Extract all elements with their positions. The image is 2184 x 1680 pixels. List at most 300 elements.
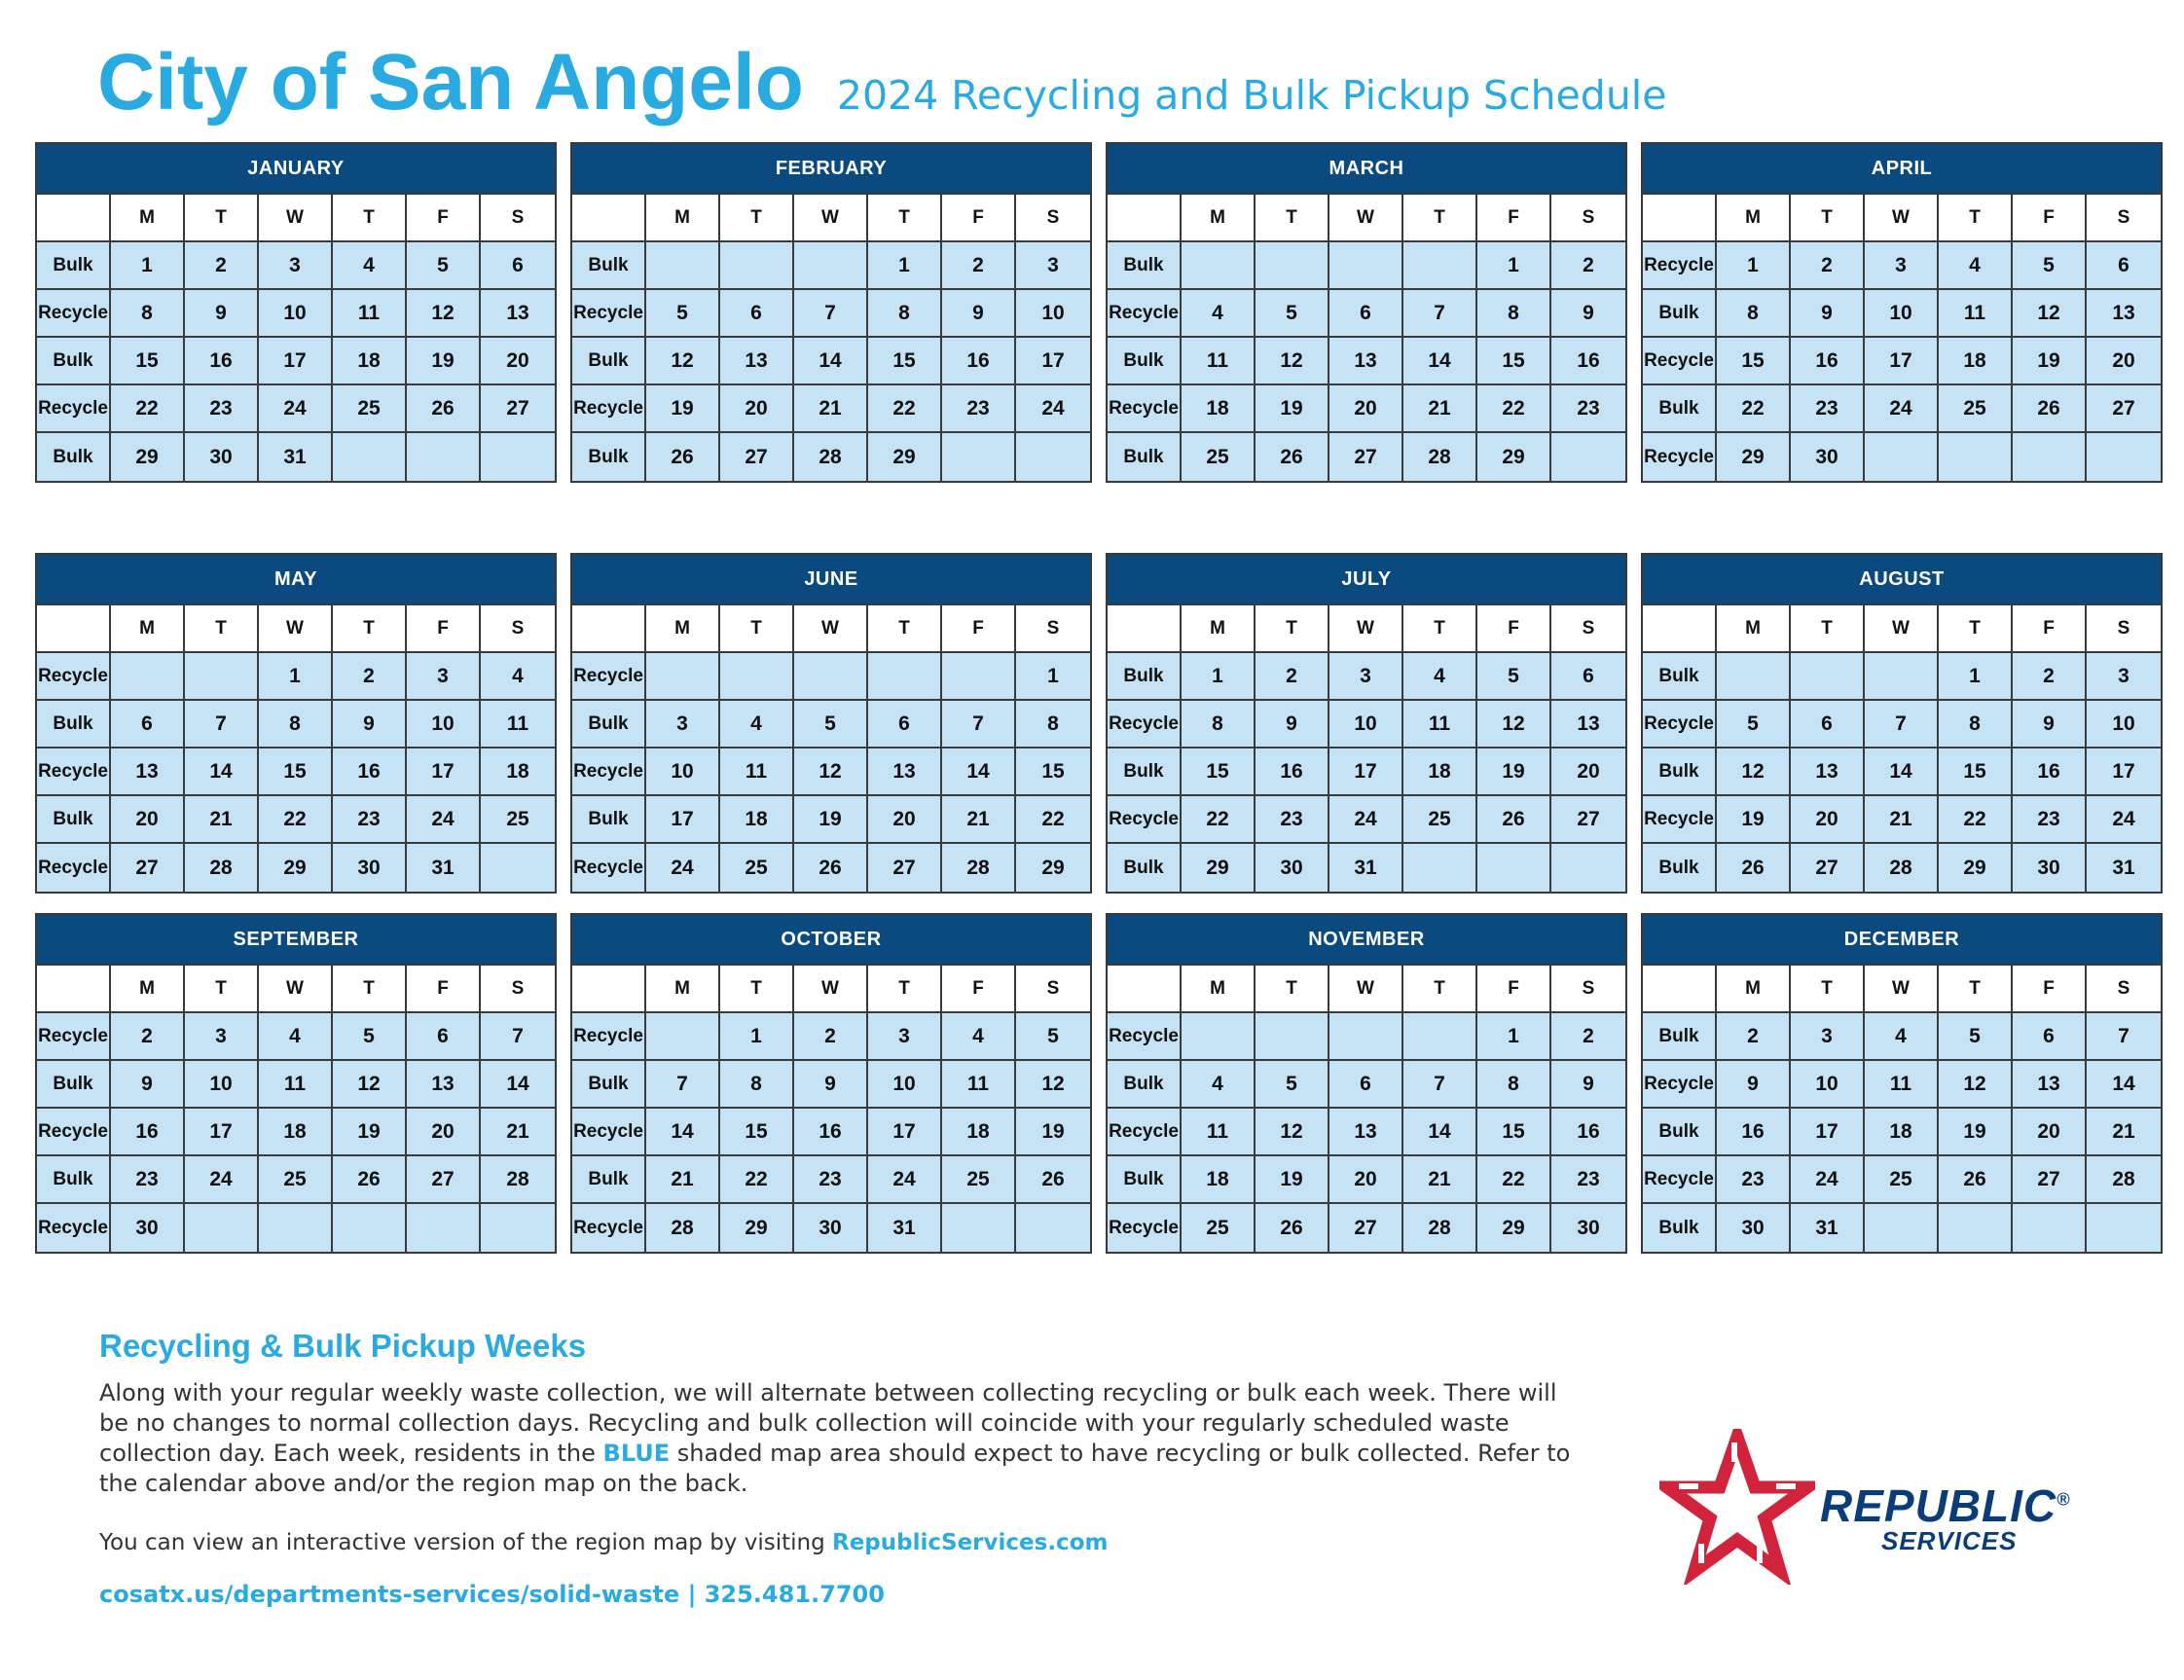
weekday-header: T [720, 195, 794, 242]
day-cell: 14 [1403, 338, 1477, 385]
grid-corner [37, 605, 111, 653]
weekday-header: W [794, 966, 868, 1013]
day-cell: 26 [646, 433, 720, 481]
day-cell: 3 [407, 653, 481, 701]
weekday-header: F [2013, 605, 2087, 653]
weekday-header: W [1329, 195, 1403, 242]
day-cell: 2 [1791, 242, 1865, 290]
weekday-header: M [646, 966, 720, 1013]
weekday-header: T [1791, 605, 1865, 653]
day-cell: 22 [1717, 385, 1791, 433]
weekday-header: T [868, 195, 942, 242]
visit-line [99, 1530, 1108, 1555]
day-cell: 31 [407, 844, 481, 892]
month-header: OCTOBER [572, 915, 1090, 966]
day-cell: 7 [1865, 701, 1939, 749]
pickup-type-label: Recycle [1643, 796, 1717, 844]
day-cell: 18 [1182, 1156, 1256, 1204]
day-cell: 25 [1182, 1204, 1256, 1252]
weekday-header: F [942, 605, 1016, 653]
month-header: NOVEMBER [1108, 915, 1625, 966]
day-cell: 15 [1477, 338, 1551, 385]
day-cell: 4 [1182, 1061, 1256, 1109]
pickup-type-label: Recycle [1108, 1013, 1182, 1061]
weekday-header: F [407, 195, 481, 242]
weekday-header: S [2087, 605, 2161, 653]
day-cell: 23 [1551, 385, 1625, 433]
day-cell: 13 [1329, 338, 1403, 385]
day-cell: 25 [259, 1156, 333, 1204]
day-cell: 27 [2013, 1156, 2087, 1204]
day-cell [1477, 844, 1551, 892]
star-logo-icon [1659, 1429, 1815, 1585]
day-cell: 30 [794, 1204, 868, 1252]
grid-corner [572, 195, 646, 242]
day-cell: 10 [259, 290, 333, 338]
day-cell: 25 [720, 844, 794, 892]
day-cell: 11 [333, 290, 407, 338]
day-cell: 17 [259, 338, 333, 385]
pickup-type-label: Bulk [1108, 1156, 1182, 1204]
day-cell: 27 [407, 1156, 481, 1204]
pickup-type-label: Recycle [1643, 701, 1717, 749]
month-september [35, 913, 557, 1254]
weekday-header: F [1477, 966, 1551, 1013]
weekday-header: W [1865, 195, 1939, 242]
weekday-header: T [1939, 605, 2013, 653]
day-cell: 1 [111, 242, 185, 290]
pickup-type-label: Recycle [1108, 385, 1182, 433]
day-cell: 22 [111, 385, 185, 433]
day-cell: 29 [1016, 844, 1090, 892]
page-header [97, 37, 1666, 128]
day-cell: 4 [1403, 653, 1477, 701]
day-cell: 10 [1329, 701, 1403, 749]
day-cell: 8 [259, 701, 333, 749]
day-cell: 2 [1256, 653, 1329, 701]
day-cell: 20 [407, 1109, 481, 1156]
day-cell: 19 [2013, 338, 2087, 385]
info-text-highlight: BLUE [602, 1440, 671, 1467]
day-cell: 24 [646, 844, 720, 892]
day-cell: 14 [646, 1109, 720, 1156]
day-cell: 7 [1403, 1061, 1477, 1109]
day-cell: 20 [481, 338, 555, 385]
day-cell: 12 [1016, 1061, 1090, 1109]
day-cell: 1 [720, 1013, 794, 1061]
day-cell: 3 [185, 1013, 259, 1061]
day-cell [2087, 433, 2161, 481]
day-cell: 18 [259, 1109, 333, 1156]
day-cell: 10 [185, 1061, 259, 1109]
day-cell [1182, 1013, 1256, 1061]
day-cell: 12 [407, 290, 481, 338]
weekday-header: W [259, 195, 333, 242]
weekday-header: T [720, 605, 794, 653]
day-cell: 12 [333, 1061, 407, 1109]
pickup-type-label: Bulk [37, 796, 111, 844]
day-cell: 17 [1329, 749, 1403, 796]
day-cell: 22 [259, 796, 333, 844]
day-cell: 13 [2013, 1061, 2087, 1109]
day-cell: 13 [407, 1061, 481, 1109]
day-cell: 17 [407, 749, 481, 796]
day-cell: 30 [1791, 433, 1865, 481]
day-cell: 7 [1403, 290, 1477, 338]
day-cell: 10 [407, 701, 481, 749]
day-cell: 11 [1403, 701, 1477, 749]
pickup-type-label: Bulk [572, 701, 646, 749]
day-cell: 4 [1182, 290, 1256, 338]
weekday-header: S [1551, 605, 1625, 653]
pickup-type-label: Bulk [1108, 653, 1182, 701]
day-cell [1256, 1013, 1329, 1061]
pickup-type-label: Bulk [572, 433, 646, 481]
day-cell: 26 [407, 385, 481, 433]
pickup-type-label: Bulk [37, 433, 111, 481]
grid-corner [572, 605, 646, 653]
day-cell: 19 [794, 796, 868, 844]
day-cell [1551, 844, 1625, 892]
month-october [570, 913, 1092, 1254]
day-cell: 15 [868, 338, 942, 385]
weekday-header: M [111, 605, 185, 653]
day-cell: 30 [185, 433, 259, 481]
weekday-header: T [1403, 966, 1477, 1013]
day-cell: 6 [868, 701, 942, 749]
page-title: City of San Angelo [97, 38, 804, 127]
weekday-header: T [333, 966, 407, 1013]
day-cell: 17 [1016, 338, 1090, 385]
weekday-header: S [481, 966, 555, 1013]
pickup-type-label: Recycle [37, 1013, 111, 1061]
pickup-type-label: Recycle [572, 1109, 646, 1156]
day-cell: 3 [1016, 242, 1090, 290]
weekday-header: W [1865, 966, 1939, 1013]
day-cell: 7 [2087, 1013, 2161, 1061]
weekday-header: M [1182, 195, 1256, 242]
day-cell: 8 [1477, 290, 1551, 338]
day-cell: 12 [1939, 1061, 2013, 1109]
day-cell: 25 [1403, 796, 1477, 844]
pickup-type-label: Bulk [1643, 290, 1717, 338]
day-cell: 19 [1256, 385, 1329, 433]
day-cell: 5 [333, 1013, 407, 1061]
day-cell: 24 [1329, 796, 1403, 844]
grid-corner [1108, 605, 1182, 653]
day-cell: 13 [111, 749, 185, 796]
day-cell: 11 [1182, 1109, 1256, 1156]
pickup-type-label: Bulk [37, 242, 111, 290]
weekday-header: T [1403, 605, 1477, 653]
day-cell: 18 [720, 796, 794, 844]
day-cell: 9 [333, 701, 407, 749]
day-cell: 24 [185, 1156, 259, 1204]
day-cell: 20 [1329, 1156, 1403, 1204]
day-cell: 19 [333, 1109, 407, 1156]
pickup-type-label: Bulk [1643, 385, 1717, 433]
day-cell [333, 433, 407, 481]
weekday-header: S [1551, 195, 1625, 242]
day-cell: 4 [259, 1013, 333, 1061]
day-cell [1717, 653, 1791, 701]
day-cell: 12 [646, 338, 720, 385]
weekday-header: T [185, 195, 259, 242]
pickup-type-label: Recycle [572, 1204, 646, 1252]
day-cell: 15 [1477, 1109, 1551, 1156]
month-june [570, 553, 1092, 894]
day-cell: 27 [481, 385, 555, 433]
day-cell: 22 [720, 1156, 794, 1204]
day-cell: 3 [2087, 653, 2161, 701]
contact-line[interactable]: cosatx.us/departments-services/solid-waste | 325.481.7700 [99, 1581, 885, 1608]
day-cell [481, 1204, 555, 1252]
day-cell: 25 [333, 385, 407, 433]
pickup-type-label: Bulk [1643, 1204, 1717, 1252]
pickup-type-label: Bulk [1643, 653, 1717, 701]
month-day-grid [1108, 195, 1625, 481]
day-cell: 14 [794, 338, 868, 385]
month-header: AUGUST [1643, 555, 2161, 605]
day-cell: 18 [1865, 1109, 1939, 1156]
day-cell: 21 [185, 796, 259, 844]
day-cell: 23 [333, 796, 407, 844]
month-header: MAY [37, 555, 555, 605]
day-cell: 8 [1717, 290, 1791, 338]
day-cell: 10 [2087, 701, 2161, 749]
day-cell: 16 [111, 1109, 185, 1156]
month-day-grid [1643, 605, 2161, 892]
weekday-header: W [1329, 966, 1403, 1013]
pickup-type-label: Recycle [572, 844, 646, 892]
day-cell: 5 [1477, 653, 1551, 701]
day-cell: 4 [481, 653, 555, 701]
day-cell: 10 [868, 1061, 942, 1109]
day-cell: 27 [2087, 385, 2161, 433]
day-cell: 13 [481, 290, 555, 338]
day-cell [1016, 1204, 1090, 1252]
pickup-type-label: Recycle [37, 844, 111, 892]
day-cell: 2 [185, 242, 259, 290]
month-header: JANUARY [37, 144, 555, 195]
day-cell: 28 [1865, 844, 1939, 892]
day-cell: 4 [1939, 242, 2013, 290]
day-cell: 16 [1791, 338, 1865, 385]
day-cell: 25 [1182, 433, 1256, 481]
day-cell [2013, 433, 2087, 481]
month-march [1106, 142, 1627, 483]
day-cell: 9 [1551, 1061, 1625, 1109]
day-cell [1865, 433, 1939, 481]
day-cell: 27 [720, 433, 794, 481]
day-cell [185, 653, 259, 701]
pickup-type-label: Bulk [1108, 749, 1182, 796]
month-december [1641, 913, 2163, 1254]
day-cell: 1 [868, 242, 942, 290]
day-cell: 7 [794, 290, 868, 338]
day-cell [1939, 1204, 2013, 1252]
day-cell: 17 [868, 1109, 942, 1156]
day-cell: 16 [333, 749, 407, 796]
day-cell: 30 [2013, 844, 2087, 892]
day-cell: 24 [407, 796, 481, 844]
day-cell: 8 [111, 290, 185, 338]
day-cell: 14 [185, 749, 259, 796]
pickup-type-label: Bulk [1108, 433, 1182, 481]
day-cell: 18 [333, 338, 407, 385]
day-cell: 18 [1939, 338, 2013, 385]
weekday-header: T [1256, 605, 1329, 653]
day-cell: 20 [1551, 749, 1625, 796]
day-cell: 15 [1182, 749, 1256, 796]
weekday-header: M [646, 605, 720, 653]
day-cell: 27 [868, 844, 942, 892]
month-header: MARCH [1108, 144, 1625, 195]
day-cell: 20 [111, 796, 185, 844]
day-cell: 29 [868, 433, 942, 481]
day-cell: 25 [942, 1156, 1016, 1204]
day-cell: 18 [1182, 385, 1256, 433]
pickup-type-label: Recycle [37, 1109, 111, 1156]
day-cell: 7 [481, 1013, 555, 1061]
day-cell: 5 [1717, 701, 1791, 749]
pickup-type-label: Bulk [1643, 1013, 1717, 1061]
day-cell: 27 [1791, 844, 1865, 892]
pickup-type-label: Recycle [1643, 242, 1717, 290]
day-cell: 16 [794, 1109, 868, 1156]
visit-text: You can view an interactive version of the region map by visiting [99, 1530, 832, 1555]
day-cell: 19 [1256, 1156, 1329, 1204]
day-cell: 6 [1329, 290, 1403, 338]
day-cell: 26 [1256, 1204, 1329, 1252]
month-day-grid [1643, 195, 2161, 481]
grid-corner [37, 195, 111, 242]
day-cell: 18 [481, 749, 555, 796]
day-cell: 31 [1791, 1204, 1865, 1252]
pickup-type-label: Recycle [572, 385, 646, 433]
day-cell: 11 [1939, 290, 2013, 338]
day-cell: 28 [646, 1204, 720, 1252]
day-cell: 21 [1403, 1156, 1477, 1204]
day-cell: 6 [111, 701, 185, 749]
weekday-header: F [2013, 195, 2087, 242]
day-cell: 30 [111, 1204, 185, 1252]
day-cell: 15 [1939, 749, 2013, 796]
day-cell [407, 1204, 481, 1252]
pickup-type-label: Bulk [572, 796, 646, 844]
day-cell: 21 [794, 385, 868, 433]
day-cell: 5 [1939, 1013, 2013, 1061]
pickup-type-label: Recycle [572, 1013, 646, 1061]
day-cell: 8 [1477, 1061, 1551, 1109]
pickup-type-label: Recycle [1108, 701, 1182, 749]
month-day-grid [1643, 966, 2161, 1252]
day-cell: 27 [111, 844, 185, 892]
day-cell [942, 433, 1016, 481]
month-july [1106, 553, 1627, 894]
month-may [35, 553, 557, 894]
weekday-header: T [1256, 966, 1329, 1013]
day-cell: 6 [407, 1013, 481, 1061]
day-cell: 13 [1551, 701, 1625, 749]
day-cell: 22 [1939, 796, 2013, 844]
day-cell: 10 [1791, 1061, 1865, 1109]
day-cell: 24 [1016, 385, 1090, 433]
pickup-type-label: Bulk [1643, 1109, 1717, 1156]
day-cell: 23 [942, 385, 1016, 433]
day-cell: 26 [794, 844, 868, 892]
info-paragraph [99, 1378, 1579, 1499]
pickup-type-label: Recycle [1643, 433, 1717, 481]
weekday-header: S [1016, 195, 1090, 242]
weekday-header: T [720, 966, 794, 1013]
day-cell: 17 [2087, 749, 2161, 796]
weekday-header: M [1717, 195, 1791, 242]
day-cell: 2 [1717, 1013, 1791, 1061]
pickup-type-label: Recycle [1643, 1061, 1717, 1109]
day-cell [2087, 1204, 2161, 1252]
day-cell: 8 [868, 290, 942, 338]
day-cell: 16 [1256, 749, 1329, 796]
day-cell: 23 [1791, 385, 1865, 433]
day-cell: 31 [868, 1204, 942, 1252]
day-cell: 24 [868, 1156, 942, 1204]
day-cell: 14 [942, 749, 1016, 796]
grid-corner [1643, 966, 1717, 1013]
day-cell: 26 [1939, 1156, 2013, 1204]
day-cell: 23 [1717, 1156, 1791, 1204]
day-cell: 31 [2087, 844, 2161, 892]
day-cell: 30 [1717, 1204, 1791, 1252]
day-cell [481, 433, 555, 481]
republic-services-link[interactable]: RepublicServices.com [832, 1530, 1109, 1555]
month-day-grid [1108, 605, 1625, 892]
day-cell: 25 [1865, 1156, 1939, 1204]
day-cell: 10 [1016, 290, 1090, 338]
day-cell: 23 [794, 1156, 868, 1204]
day-cell: 22 [1477, 1156, 1551, 1204]
day-cell: 7 [942, 701, 1016, 749]
day-cell: 24 [259, 385, 333, 433]
day-cell: 28 [2087, 1156, 2161, 1204]
day-cell: 4 [333, 242, 407, 290]
day-cell: 22 [868, 385, 942, 433]
day-cell: 29 [111, 433, 185, 481]
weekday-header: M [111, 195, 185, 242]
pickup-type-label: Bulk [572, 338, 646, 385]
day-cell: 15 [111, 338, 185, 385]
weekday-header: W [1865, 605, 1939, 653]
day-cell: 3 [259, 242, 333, 290]
day-cell: 9 [1256, 701, 1329, 749]
weekday-header: F [942, 966, 1016, 1013]
day-cell: 18 [942, 1109, 1016, 1156]
grid-corner [37, 966, 111, 1013]
weekday-header: F [407, 605, 481, 653]
day-cell: 1 [1182, 653, 1256, 701]
day-cell: 6 [1551, 653, 1625, 701]
day-cell: 12 [1256, 1109, 1329, 1156]
pickup-type-label: Recycle [37, 1204, 111, 1252]
day-cell [1403, 844, 1477, 892]
day-cell [407, 433, 481, 481]
day-cell: 16 [2013, 749, 2087, 796]
grid-corner [1643, 195, 1717, 242]
day-cell: 11 [1865, 1061, 1939, 1109]
day-cell [481, 844, 555, 892]
pickup-type-label: Bulk [37, 338, 111, 385]
day-cell: 12 [1717, 749, 1791, 796]
